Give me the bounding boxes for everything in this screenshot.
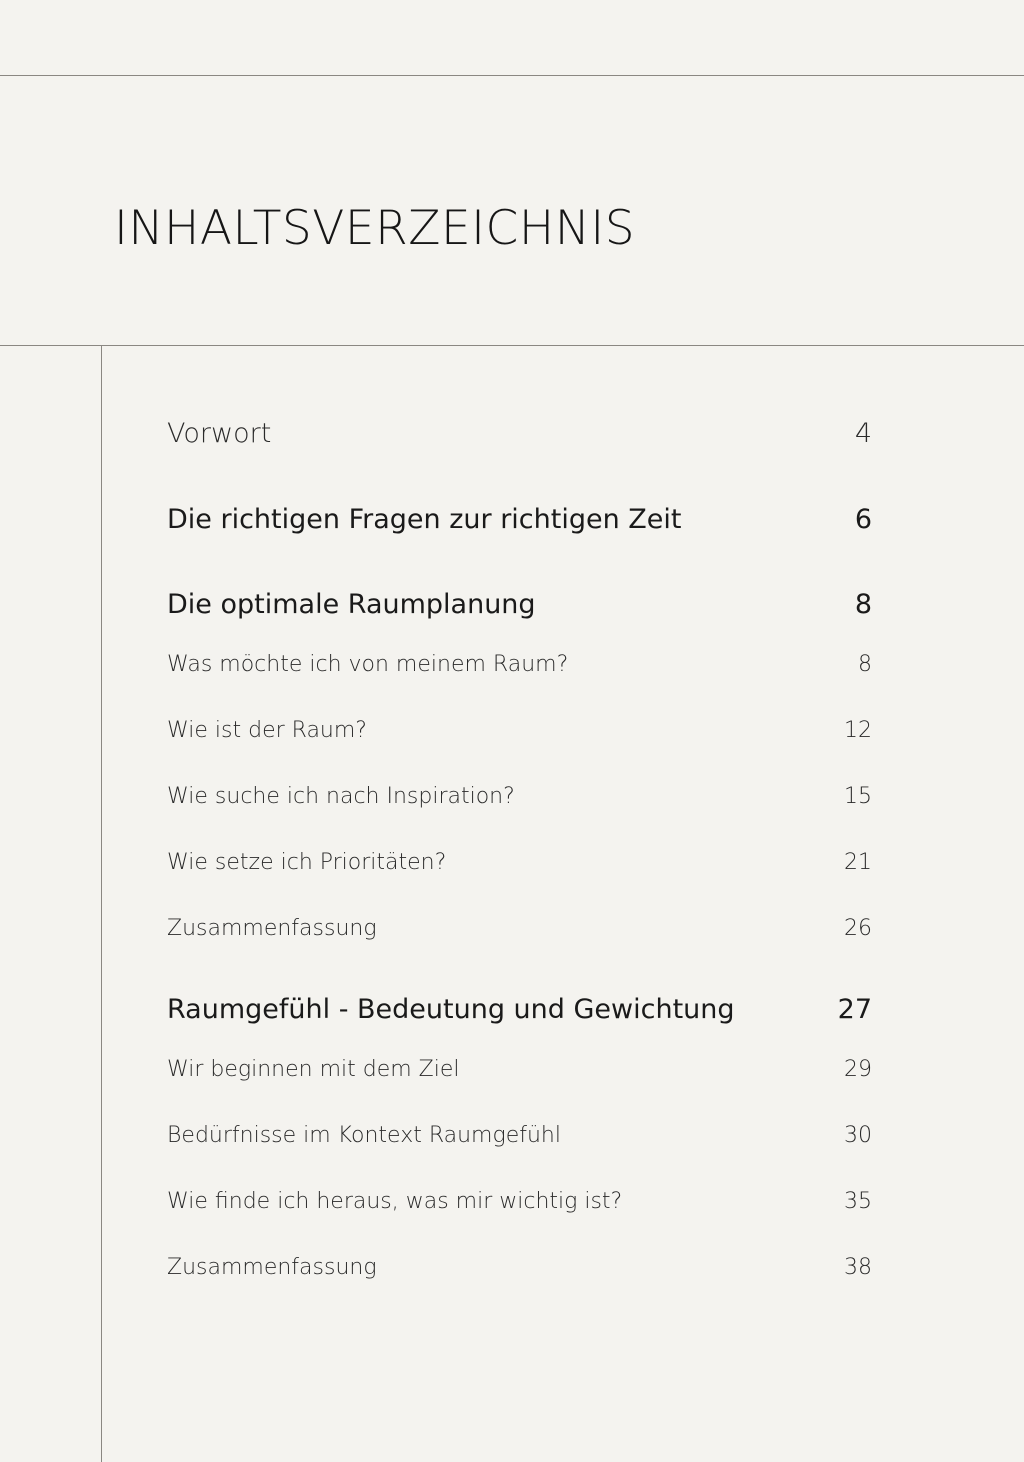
- toc-entry-optimale-raumplanung[interactable]: [167, 585, 872, 625]
- toc-entry-label: Wie suche ich nach Inspiration?: [167, 784, 515, 809]
- toc-entry-page: 38: [844, 1255, 872, 1280]
- toc-entry-label: Zusammenfassung: [167, 1255, 377, 1280]
- toc-entry-beduerfnisse[interactable]: [167, 1119, 872, 1153]
- toc-entry-was-mir-wichtig-ist[interactable]: [167, 1185, 872, 1219]
- toc-entry-zusammenfassung-1[interactable]: [167, 912, 872, 946]
- toc-entry-label: Wie ist der Raum?: [167, 718, 367, 743]
- toc-entry-label: Wir beginnen mit dem Ziel: [167, 1057, 460, 1082]
- toc-entry-page: 35: [844, 1189, 872, 1214]
- toc-entry-label: Wie setze ich Prioritäten?: [167, 850, 447, 875]
- title-divider: [0, 345, 1024, 346]
- toc-entry-inspiration[interactable]: [167, 780, 872, 814]
- top-divider: [0, 75, 1024, 76]
- toc-entry-ziel[interactable]: [167, 1053, 872, 1087]
- vertical-divider: [101, 346, 102, 1462]
- toc-entry-label: Vorwort: [167, 418, 272, 449]
- toc-entry-label: Bedürfnisse im Kontext Raumgefühl: [167, 1123, 561, 1148]
- toc-entry-richtige-fragen[interactable]: [167, 500, 872, 540]
- toc-entry-zusammenfassung-2[interactable]: [167, 1251, 872, 1285]
- toc-entry-label: Die optimale Raumplanung: [167, 589, 536, 620]
- toc-entry-prioritaeten[interactable]: [167, 846, 872, 880]
- toc-entry-page: 27: [837, 994, 872, 1025]
- toc-entry-raumgefuehl[interactable]: [167, 990, 872, 1030]
- toc-entry-page: 8: [858, 652, 872, 677]
- toc-entry-page: 15: [844, 784, 872, 809]
- toc-entry-page: 26: [844, 916, 872, 941]
- toc-entry-page: 8: [854, 589, 872, 620]
- toc-entry-wie-ist-der-raum[interactable]: [167, 714, 872, 748]
- page-title: INHALTSVERZEICHNIS: [114, 201, 636, 256]
- toc-entry-page: 21: [844, 850, 872, 875]
- toc-entry-label: Zusammenfassung: [167, 916, 377, 941]
- toc-entry-page: 4: [854, 418, 872, 449]
- toc-entry-label: Was möchte ich von meinem Raum?: [167, 652, 569, 677]
- toc-entry-page: 30: [844, 1123, 872, 1148]
- toc-entry-was-moechte-ich[interactable]: [167, 648, 872, 682]
- toc-entry-page: 12: [844, 718, 872, 743]
- toc-entry-label: Wie finde ich heraus, was mir wichtig ist?: [167, 1189, 623, 1214]
- toc-entry-page: 6: [854, 504, 872, 535]
- toc-entry-label: Raumgefühl - Bedeutung und Gewichtung: [167, 994, 735, 1025]
- toc-entry-label: Die richtigen Fragen zur richtigen Zeit: [167, 504, 682, 535]
- toc-entry-page: 29: [844, 1057, 872, 1082]
- toc-entry-vorwort[interactable]: [167, 414, 872, 454]
